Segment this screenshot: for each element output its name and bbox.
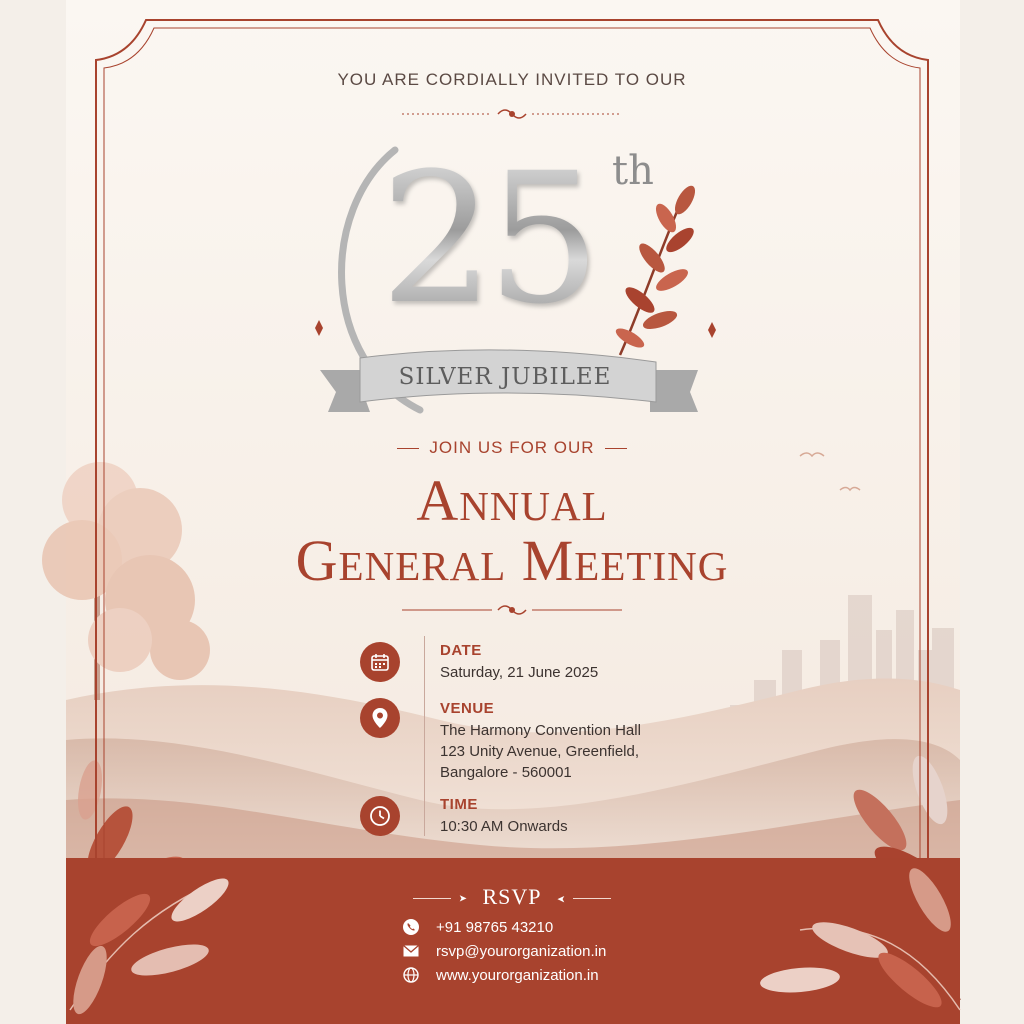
event-title-line1: Annual [416,468,608,533]
rsvp-website[interactable] [402,966,599,984]
rsvp-title: RSVP [482,884,542,909]
date-value: Saturday, 21 June 2025 [440,664,599,681]
invitation-kicker: YOU ARE CORDIALLY INVITED TO OUR [337,70,687,89]
rsvp-heading [0,884,1024,910]
calendar-icon [360,642,400,682]
line-divider [573,898,611,899]
venue-line1: The Harmony Convention Hall [440,722,641,739]
ornament-divider [0,104,1024,124]
email-address: rsvp@yourorganization.in [436,942,607,960]
silver-jubilee-emblem [300,135,720,430]
venue-line2: 123 Unity Avenue, Greenfield, [440,743,640,760]
arrow-right-icon: ➤ [458,893,468,905]
dash-divider [397,448,419,449]
dash-divider [605,448,627,449]
clock-icon [360,796,400,836]
jubilee-ribbon-text: SILVER JUBILEE [398,364,612,390]
venue-line3: Bangalore - 560001 [440,764,572,781]
ornament-divider [0,600,1024,620]
phone-number: +91 98765 43210 [436,918,554,936]
time-label: TIME [440,796,478,813]
venue-label: VENUE [440,700,495,717]
date-label: DATE [440,642,482,659]
location-pin-icon [360,698,400,738]
rsvp-phone[interactable] [402,918,553,936]
time-value: 10:30 AM Onwards [440,818,568,835]
envelope-icon [402,942,420,960]
jubilee-suffix: th [612,148,654,194]
join-heading [0,438,1024,458]
globe-icon [402,966,420,984]
jubilee-number: 25 [380,135,594,344]
details-divider [424,636,425,836]
line-divider [413,898,451,899]
sparkle-icon [315,320,323,336]
arrow-left-icon: ➤ [556,893,566,905]
laurel-branch-icon [613,183,699,355]
website-url: www.yourorganization.in [436,966,599,984]
sparkle-icon [708,322,716,338]
rsvp-section [66,858,960,1024]
join-text: JOIN US FOR OUR [429,438,595,457]
phone-icon [402,918,420,936]
rsvp-email[interactable] [402,942,606,960]
event-title-line2: General Meeting [295,528,729,593]
